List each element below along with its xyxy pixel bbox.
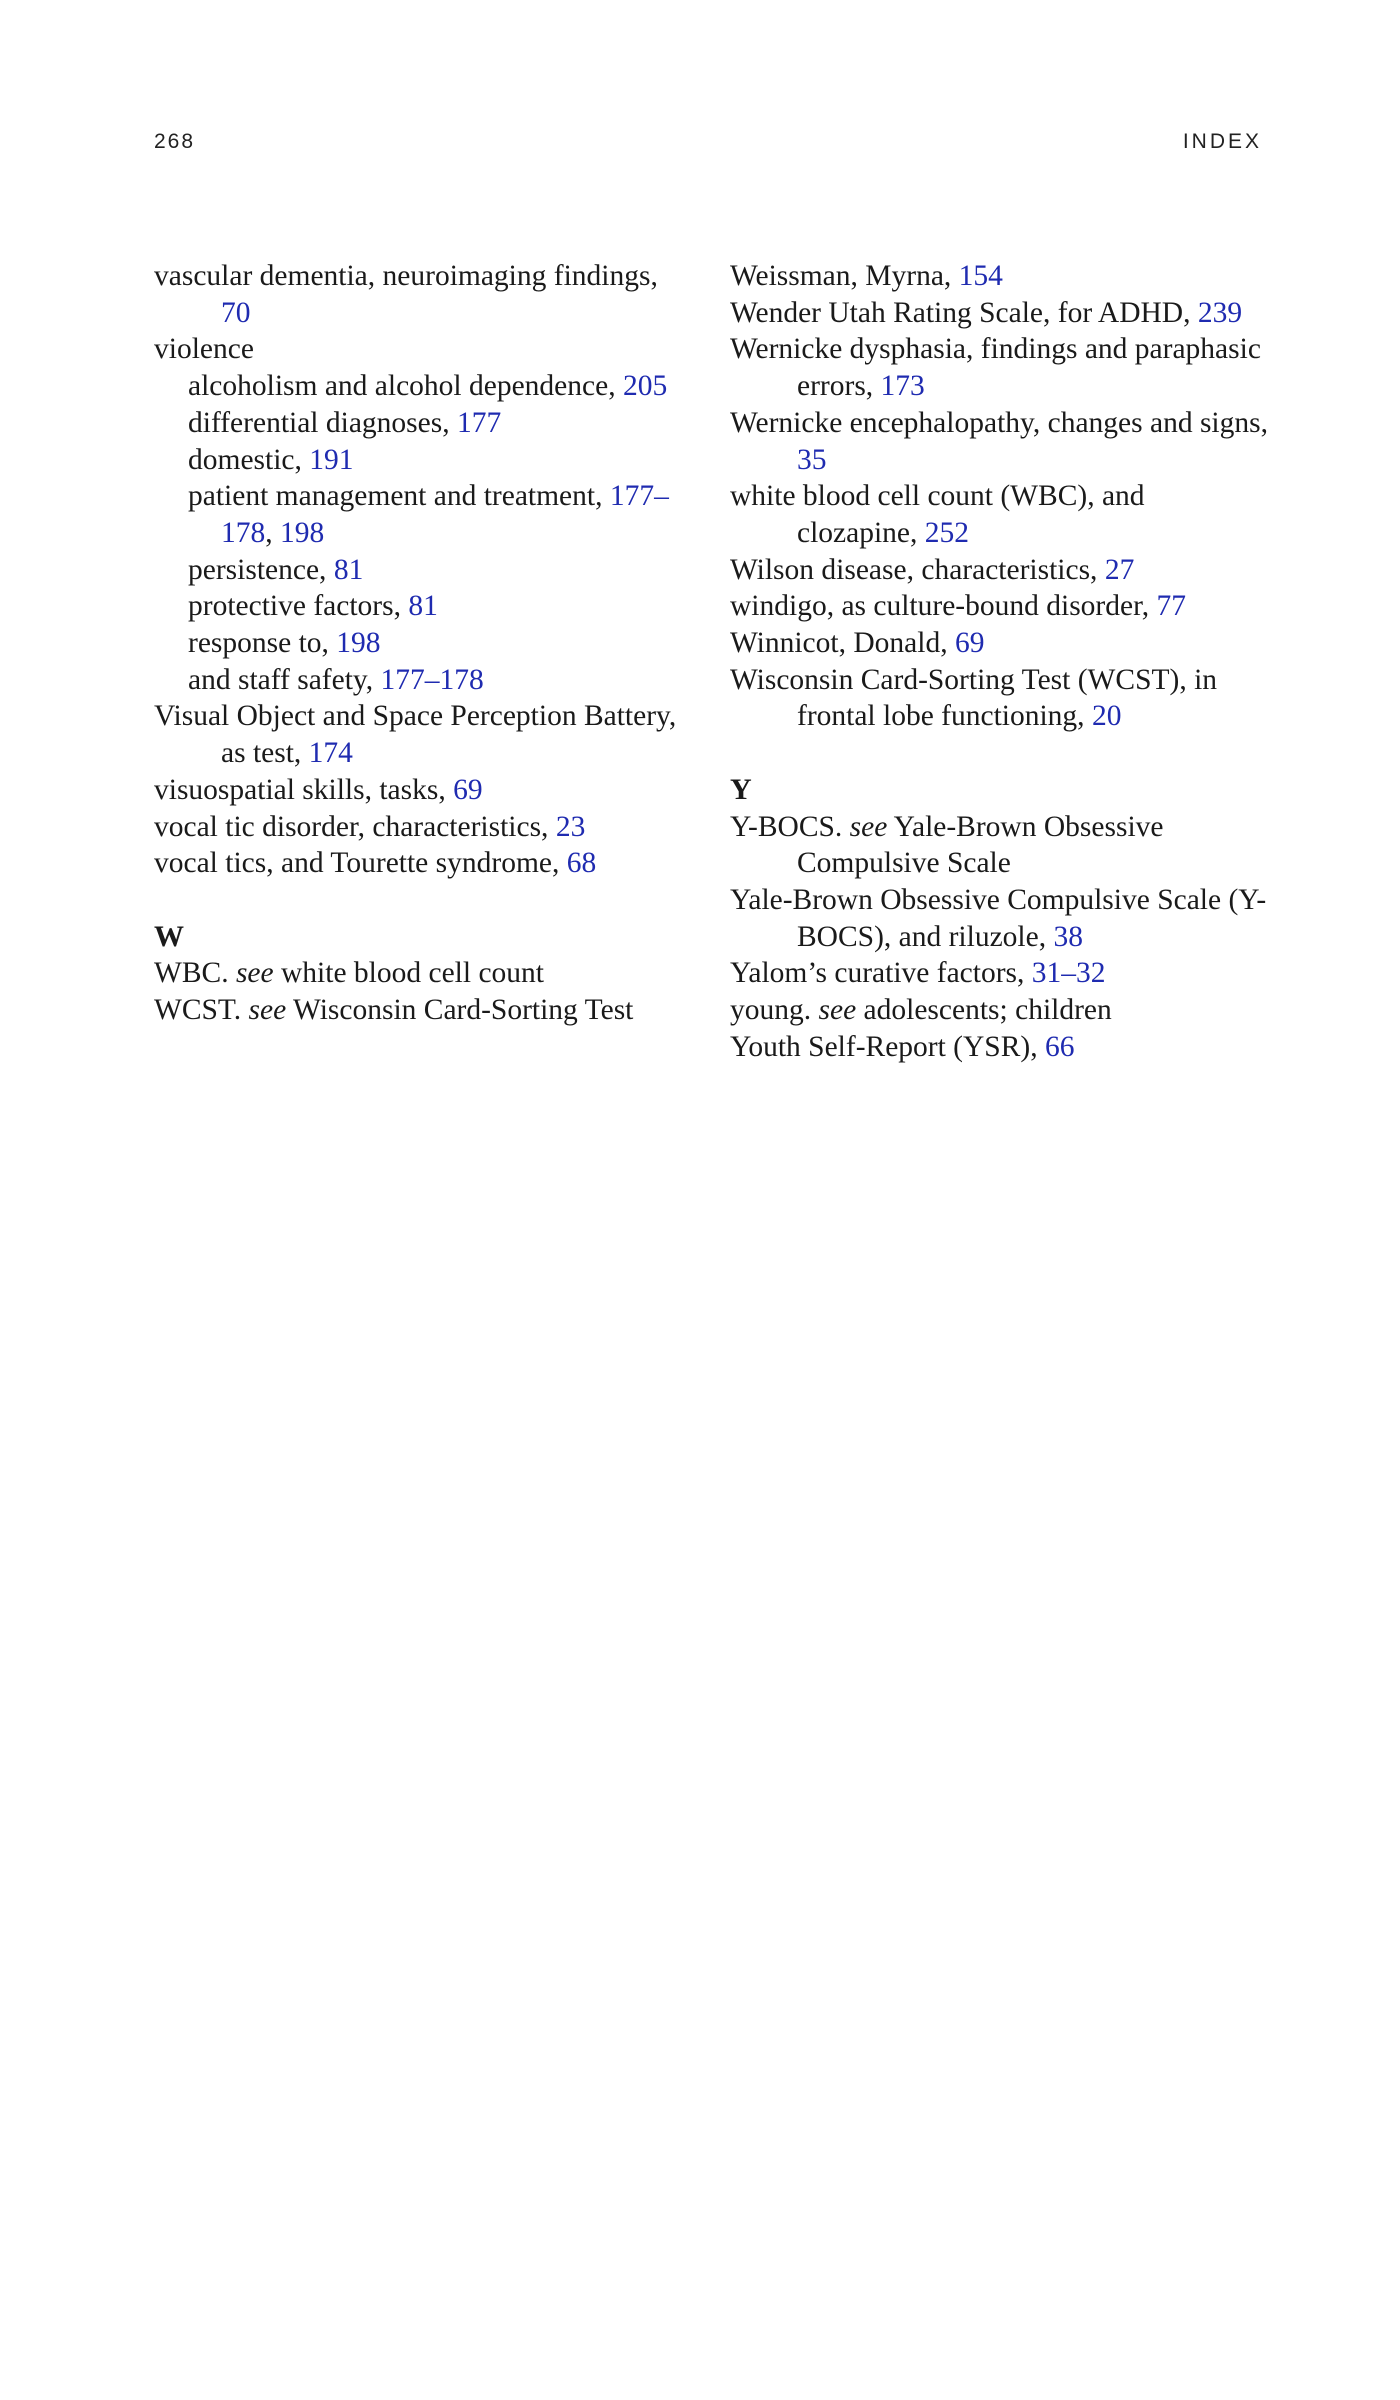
page-link[interactable]: 35 xyxy=(797,443,827,476)
page-link[interactable]: 239 xyxy=(1197,296,1243,329)
index-entry: Wisconsin Card-Sorting Test (WCST), in frontal lobe functioning, 20 xyxy=(730,663,1218,733)
index-entry: Wernicke encephalopathy, changes and signs, 35 xyxy=(730,406,1268,476)
page-link[interactable]: 69 xyxy=(954,627,985,660)
page-link[interactable]: 198 xyxy=(336,627,381,660)
index-subentry: patient management and treatment, 177–178, 198 xyxy=(188,480,669,549)
page-link[interactable]: 252 xyxy=(924,516,970,549)
page-link[interactable]: 173 xyxy=(880,370,925,403)
page-link[interactable]: 20 xyxy=(1091,700,1122,733)
page-link[interactable]: 31–32 xyxy=(1031,957,1106,990)
section-gap xyxy=(730,735,1270,772)
page-link[interactable]: 27 xyxy=(1104,553,1135,586)
index-entry: vocal tics, and Tourette syndrome, 68 xyxy=(154,847,597,880)
index-entry: vascular dementia, neuroimaging findings, 70 xyxy=(154,260,658,329)
page-link[interactable]: 205 xyxy=(622,370,668,403)
page-link[interactable]: 81 xyxy=(408,590,438,623)
index-column-left xyxy=(154,258,694,1029)
page-link[interactable]: 174 xyxy=(308,737,353,770)
index-entry: Youth Self-Report (YSR), 66 xyxy=(730,1030,1075,1063)
index-column-right xyxy=(730,258,1270,1065)
index-subentry: response to, 198 xyxy=(188,627,381,660)
index-entry: violence xyxy=(154,333,254,366)
page-link[interactable]: 177–178 xyxy=(380,663,484,696)
index-subentry: protective factors, 81 xyxy=(188,590,438,623)
page-link[interactable]: 70 xyxy=(221,296,251,329)
page-link[interactable]: 68 xyxy=(566,847,597,880)
page-link[interactable]: 66 xyxy=(1044,1030,1075,1063)
page-link[interactable]: 191 xyxy=(309,443,354,476)
index-entry: Winnicot, Donald, 69 xyxy=(730,627,985,660)
page-link[interactable]: 81 xyxy=(333,553,364,586)
index-entry: vocal tic disorder, characteristics, 23 xyxy=(154,810,586,843)
index-subentry: domestic, 191 xyxy=(188,443,354,476)
index-subentry: differential diagnoses, 177 xyxy=(188,406,502,439)
section-letter-y: Y xyxy=(730,772,752,806)
index-entry: Weissman, Myrna, 154 xyxy=(730,260,1003,292)
page-link[interactable]: 69 xyxy=(453,773,483,806)
section-letter-w: W xyxy=(154,919,184,953)
section-gap xyxy=(154,882,694,919)
index-subentry: alcoholism and alcohol dependence, 205 xyxy=(188,370,668,403)
index-entry: Wender Utah Rating Scale, for ADHD, 239 xyxy=(730,296,1243,329)
page-link[interactable]: 177 xyxy=(456,406,502,439)
index-entry: Wernicke dysphasia, findings and paraphasic errors, 173 xyxy=(730,333,1261,403)
index-entry: Yalom’s curative factors, 31–32 xyxy=(730,957,1106,990)
running-head: INDEX xyxy=(1182,130,1262,153)
index-entry: white blood cell count (WBC), and clozapine, 252 xyxy=(730,480,1145,549)
page-number: 268 xyxy=(154,130,196,153)
page-link[interactable]: 154 xyxy=(958,260,1003,292)
index-subentry: and staff safety, 177–178 xyxy=(188,663,484,696)
index-entry: Visual Object and Space Perception Battery, as test, 174 xyxy=(154,700,677,770)
index-entry: WBC. see white blood cell count xyxy=(154,957,544,990)
index-subentry: persistence, 81 xyxy=(188,553,364,586)
page-link[interactable]: 198 xyxy=(280,516,325,549)
page-link[interactable]: 177–178 xyxy=(221,480,669,549)
index-entry: visuospatial skills, tasks, 69 xyxy=(154,773,483,806)
index-entry: Wilson disease, characteristics, 27 xyxy=(730,553,1135,586)
index-entry: WCST. see Wisconsin Card-Sorting Test xyxy=(154,994,634,1027)
page-link[interactable]: 38 xyxy=(1053,920,1083,953)
index-entry: young. see adolescents; children xyxy=(730,994,1112,1027)
index-entry: Yale-Brown Obsessive Compulsive Scale (Y-BOCS), and riluzole, 38 xyxy=(730,883,1267,953)
index-entry: windigo, as culture-bound disorder, 77 xyxy=(730,590,1186,623)
index-entry: Y-BOCS. see Yale-Brown Obsessive Compulsive Scale xyxy=(730,810,1164,880)
page-link[interactable]: 23 xyxy=(555,810,586,843)
page-link[interactable]: 77 xyxy=(1156,590,1186,623)
